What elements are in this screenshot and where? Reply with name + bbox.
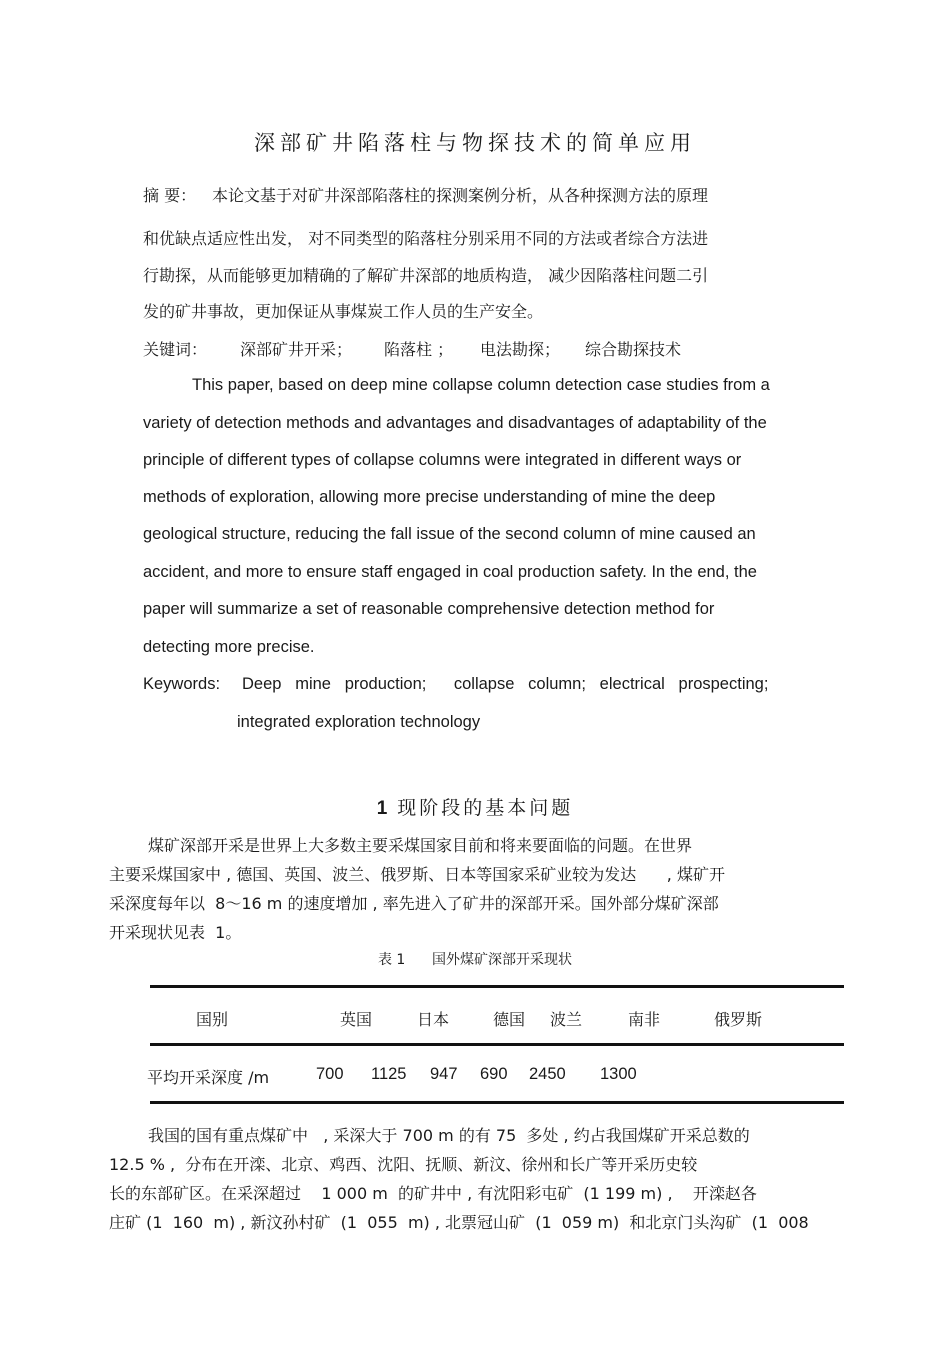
abstract-line: 和优缺点适应性出发， 对不同类型的陷落柱分别采用不同的方法或者综合方法进 [143,229,709,248]
abstract-en-line: variety of detection methods and advantages and disadvantages of adaptability of the [143,414,767,432]
paragraph-line: 庄矿 (1 160 m) , 新汶孙村矿 (1 055 m) , 北票冠山矿 (1 059 m) 和北京门头沟矿 (1 008 [109,1213,809,1232]
table-header-cell: 波兰 [550,1010,583,1029]
paragraph-line: 煤矿深部开采是世界上大多数主要采煤国家目前和将来要面临的问题。在世界 [148,836,693,855]
abstract-line: 发的矿井事故，更加保证从事煤炭工作人员的生产安全。 [143,302,544,321]
abstract-en-line: geological structure, reducing the fall issue of the second column of mine caused an [143,525,756,543]
keyword-cn: 陷落柱 ； [384,340,454,359]
abstract-line: 本论文基于对矿井深部陷落柱的探测案例分析，从各种探测方法的原理 [212,186,709,205]
paragraph-line: 开采现状见表 1。 [109,923,242,942]
paragraph-line: 12.5 % , 分布在开滦、北京、鸡西、沈阳、抚顺、新汶、徐州和长广等开采历史较 [109,1155,698,1174]
abstract-en-line: This paper, based on deep mine collapse column detection case studies from a [192,376,770,394]
section-heading [0,793,950,820]
table-cell: 2450 [529,1065,566,1083]
table-bottom-rule [150,1101,844,1104]
paragraph-line: 长的东部矿区。在采深超过 1 000 m 的矿井中 , 有沈阳彩屯矿 (1 199 m) , 开滦赵各 [109,1184,757,1203]
abstract-label: 摘 要： [143,186,197,205]
table-cell: 700 [316,1065,344,1083]
table-top-rule [150,985,844,988]
document-title: 深部矿井陷落柱与物探技术的简单应用 [254,131,696,155]
paragraph-line: 我国的国有重点煤矿中 , 采深大于 700 m 的有 75 多处 , 约占我国煤矿开采总数的 [148,1126,750,1145]
table-cell: 1125 [371,1065,407,1083]
keywords-en-line: Deep mine production; collapse column; electrical prospecting; [242,675,769,693]
keyword-cn: 深部矿井开采； [240,340,353,359]
table-mid-rule [150,1043,844,1046]
keywords-cn-label: 关键词： [143,340,208,359]
paragraph-line: 主要采煤国家中 , 德国、英国、波兰、俄罗斯、日本等国家采矿业较为发达 , 煤矿开 [109,865,725,884]
section-number: 1 [376,798,388,819]
keywords-en-label: Keywords: [143,675,221,693]
abstract-line: 行勘探，从而能够更加精确的了解矿井深部的地质构造， 减少因陷落柱问题二引 [143,266,709,285]
abstract-en-line: accident, and more to ensure staff engaged in coal production safety. In the end, the [143,563,757,581]
abstract-en-line: principle of different types of collapse columns were integrated in different ways or [143,451,742,469]
keywords-en-line: integrated exploration technology [237,713,481,731]
section-title: 现阶段的基本问题 [397,797,574,819]
keyword-cn: 电法勘探； [480,340,561,359]
table-caption: 表 1 国外煤矿深部开采现状 [377,952,573,968]
table-header-cell: 国别 [196,1010,229,1029]
table-row-label: 平均开采深度 /m [147,1068,270,1087]
paragraph-line: 采深度每年以 8～16 m 的速度增加 , 率先进入了矿井的深部开采。国外部分煤矿深部 [109,894,719,913]
table-header-cell: 俄罗斯 [714,1010,763,1029]
table-header-cell: 南非 [628,1010,661,1029]
abstract-en-line: detecting more precise. [143,638,315,656]
table-cell: 690 [480,1065,508,1083]
keyword-cn: 综合勘探技术 [585,340,682,359]
abstract-en-line: paper will summarize a set of reasonable comprehensive detection method for [143,600,715,618]
table-header-cell: 英国 [340,1010,373,1029]
table-cell: 947 [430,1065,458,1083]
table-header-cell: 日本 [417,1010,450,1029]
table-cell: 1300 [600,1065,637,1083]
abstract-en-line: methods of exploration, allowing more precise understanding of mine the deep [143,488,716,506]
table-header-cell: 德国 [493,1010,526,1029]
